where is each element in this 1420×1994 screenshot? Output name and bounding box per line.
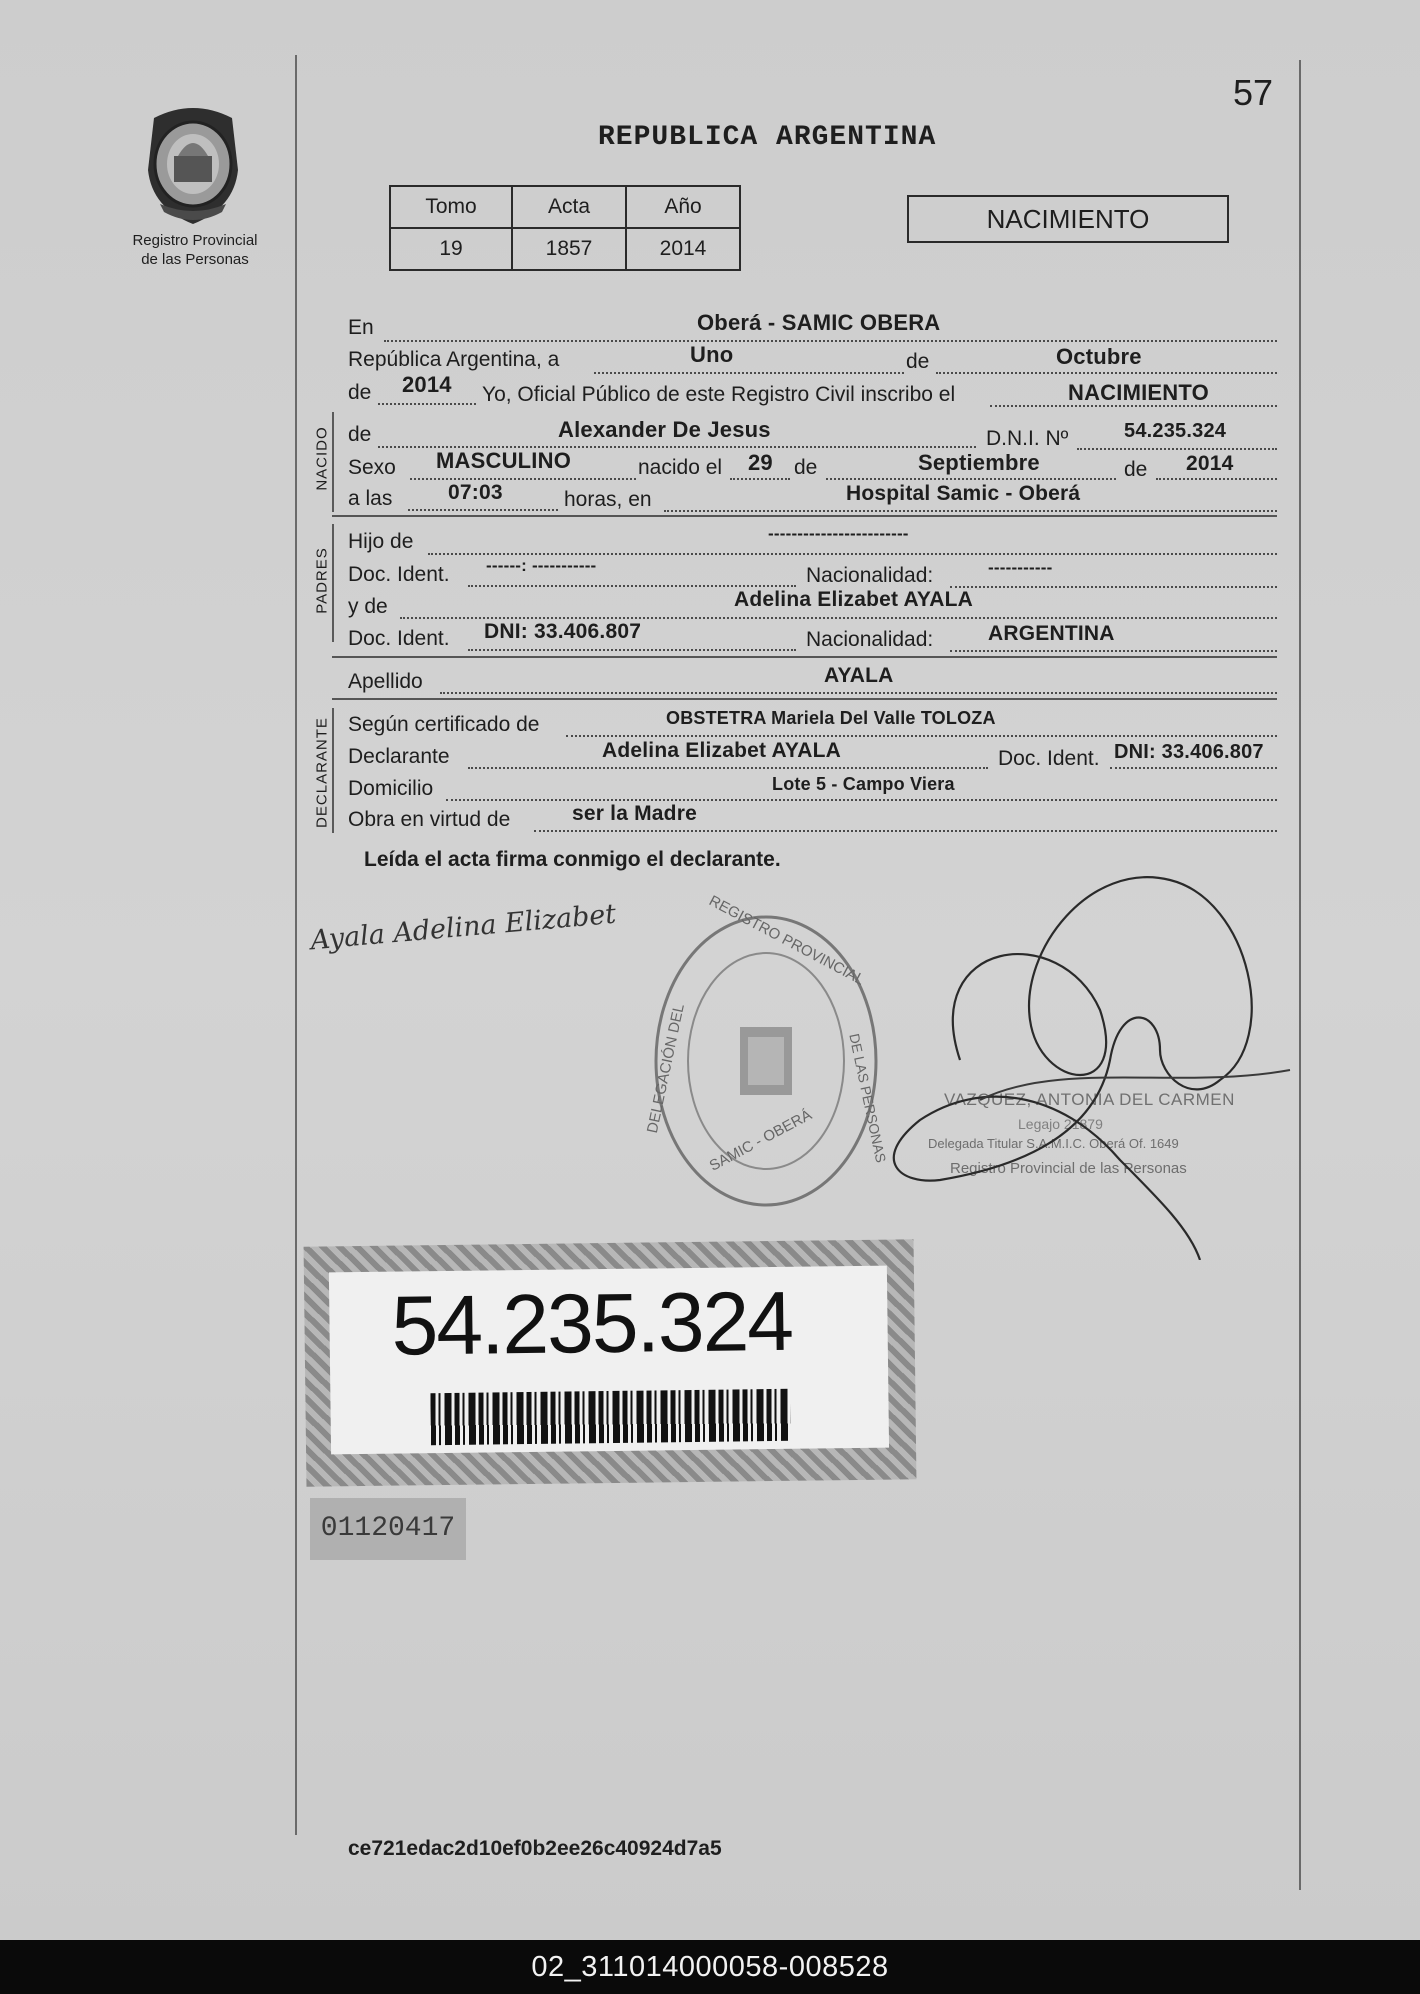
- table-value-anio: 2014: [626, 228, 740, 270]
- dotted-line: [408, 509, 558, 511]
- logo-caption-line1: Registro Provincial: [132, 232, 258, 249]
- inscribo-value: NACIMIENTO: [1068, 380, 1209, 405]
- stamp-ring-right: DE LAS PERSONAS: [846, 1032, 890, 1164]
- lugar-nacimiento-value: Hospital Samic - Oberá: [846, 482, 1081, 505]
- barcode-icon: [430, 1389, 791, 1445]
- official-legajo: Legajo 21879: [1018, 1116, 1103, 1132]
- de-label: de: [794, 456, 818, 479]
- segun-certificado-label: Según certificado de: [348, 713, 540, 736]
- nacionalidad-1-value: -----------: [988, 558, 1053, 577]
- de-label: de: [348, 381, 372, 404]
- dotted-line: [1156, 478, 1277, 480]
- province-seal-icon: [134, 100, 252, 228]
- padres-section-label: PADRES: [313, 547, 331, 614]
- dotted-line: [400, 617, 1277, 619]
- declarant-signature: Ayala Adelina Elizabet: [309, 898, 618, 957]
- official-role: Delegada Titular S.A.M.I.C. Oberá Of. 1649: [928, 1136, 1179, 1151]
- official-registry: Registro Provincial de las Personas: [950, 1160, 1187, 1177]
- dotted-line: [378, 403, 476, 405]
- footer-id: 02_311014000058-008528: [0, 1940, 1420, 1994]
- horas-en-label: horas, en: [564, 488, 652, 511]
- nacionalidad-2-label: Nacionalidad:: [806, 628, 934, 651]
- nacido-el-label: nacido el: [638, 456, 723, 479]
- padre-value: ------------------------: [768, 524, 909, 543]
- stamp-ring-left: DELEGACIÓN DEL: [643, 1002, 688, 1135]
- official-signature-icon: [860, 860, 1300, 1260]
- dotted-line: [566, 735, 1277, 737]
- dotted-line: [730, 478, 790, 480]
- anio-inscripcion-value: 2014: [402, 372, 452, 397]
- section-rule: [332, 698, 1277, 700]
- declarante-doc-value: DNI: 33.406.807: [1114, 741, 1264, 763]
- declarante-section-label: DECLARANTE: [313, 717, 331, 828]
- dotted-line: [428, 553, 1277, 555]
- dotted-line: [1077, 448, 1277, 450]
- document-type-box: NACIMIENTO: [907, 195, 1229, 243]
- nacido-bracket: [332, 412, 334, 512]
- anio-nacimiento-value: 2014: [1186, 452, 1234, 475]
- y-de-label: y de: [348, 595, 388, 618]
- record-table: [389, 185, 741, 271]
- padres-bracket: [332, 524, 334, 642]
- nacido-de-label: de: [348, 423, 372, 446]
- apellido-value: AYALA: [824, 664, 894, 687]
- stamp-center: SAMIC - OBERÁ: [706, 1106, 815, 1175]
- nacionalidad-1-label: Nacionalidad:: [806, 564, 934, 587]
- dotted-line: [468, 767, 988, 769]
- logo-caption-line2: de las Personas: [141, 251, 249, 268]
- apellido-label: Apellido: [348, 670, 423, 693]
- madre-value: Adelina Elizabet AYALA: [734, 588, 973, 611]
- sexo-value: MASCULINO: [436, 448, 572, 473]
- declarante-bracket: [332, 708, 334, 833]
- dotted-line: [826, 478, 1116, 480]
- document-title: REPUBLICA ARGENTINA: [598, 122, 937, 153]
- hora-value: 07:03: [448, 481, 503, 504]
- domicilio-value: Lote 5 - Campo Viera: [772, 774, 955, 794]
- closing-statement: Leída el acta firma conmigo el declarante.: [364, 848, 781, 871]
- barcode-inner-panel: [329, 1266, 889, 1455]
- oficial-text: Yo, Oficial Público de este Registro Civil inscribo el: [482, 383, 956, 406]
- declarante-value: Adelina Elizabet AYALA: [602, 739, 841, 762]
- mes-inscripcion-value: Octubre: [1056, 344, 1142, 369]
- dotted-line: [384, 340, 1277, 342]
- lugar-inscripcion-value: Oberá - SAMIC OBERA: [697, 310, 941, 335]
- dotted-line: [440, 692, 1277, 694]
- de-label: de: [1124, 458, 1148, 481]
- de-label: de: [906, 350, 930, 373]
- nombre-value: Alexander De Jesus: [558, 417, 771, 442]
- seal-emblem-icon: [652, 912, 880, 1210]
- hijo-de-label: Hijo de: [348, 530, 414, 553]
- nacido-section-label: NACIDO: [313, 426, 331, 491]
- left-margin-line: [295, 55, 297, 1835]
- doc-ident-1-label: Doc. Ident.: [348, 563, 450, 586]
- section-rule: [332, 515, 1277, 517]
- small-code: 01120417: [310, 1498, 466, 1560]
- declarante-doc-label: Doc. Ident.: [998, 747, 1100, 770]
- obra-en-virtud-label: Obra en virtud de: [348, 808, 511, 831]
- page-number: 57: [1233, 72, 1274, 113]
- dotted-line: [594, 372, 904, 374]
- table-value-acta: 1857: [512, 228, 626, 270]
- delegation-round-stamp: [643, 892, 890, 1210]
- mes-nacimiento-value: Septiembre: [918, 450, 1040, 475]
- dia-inscripcion-value: Uno: [690, 342, 734, 367]
- barcode-label: [304, 1239, 917, 1486]
- dotted-line: [664, 510, 1277, 512]
- dotted-line: [468, 649, 796, 651]
- table-value-tomo: 19: [390, 228, 512, 270]
- obra-value: ser la Madre: [572, 802, 697, 825]
- stamp-ring-top: REGISTRO PROVINCIAL: [706, 892, 868, 989]
- domicilio-label: Domicilio: [348, 777, 434, 800]
- table-header-anio: Año: [626, 186, 740, 228]
- dotted-line: [534, 830, 1277, 832]
- dotted-line: [446, 799, 1277, 801]
- doc-ident-2-label: Doc. Ident.: [348, 627, 450, 650]
- dni-label: D.N.I. Nº: [986, 427, 1069, 450]
- table-header-tomo: Tomo: [390, 186, 512, 228]
- dotted-line: [950, 586, 1277, 588]
- province-seal-logo: [134, 100, 252, 228]
- republica-label: República Argentina, a: [348, 348, 560, 371]
- dotted-line: [936, 372, 1277, 374]
- official-name: VAZQUEZ, ANTONIA DEL CARMEN: [944, 1090, 1235, 1109]
- document-hash: ce721edac2d10ef0b2ee26c40924d7a5: [348, 1837, 722, 1860]
- dia-nacimiento-value: 29: [748, 450, 773, 475]
- dni-value: 54.235.324: [1124, 420, 1227, 442]
- dotted-line: [410, 478, 636, 480]
- doc-ident-1-value: ------: -----------: [486, 556, 597, 575]
- nacionalidad-2-value: ARGENTINA: [988, 622, 1115, 645]
- table-header-acta: Acta: [512, 186, 626, 228]
- declarante-label: Declarante: [348, 745, 450, 768]
- en-label: En: [348, 316, 374, 339]
- a-las-label: a las: [348, 487, 393, 510]
- dotted-line: [1110, 767, 1277, 769]
- dotted-line: [468, 585, 796, 587]
- dotted-line: [950, 650, 1277, 652]
- sexo-label: Sexo: [348, 456, 396, 479]
- certificado-value: OBSTETRA Mariela Del Valle TOLOZA: [666, 708, 996, 728]
- section-rule: [332, 656, 1277, 658]
- barcode-number: 54.235.324: [390, 1273, 793, 1373]
- doc-ident-2-value: DNI: 33.406.807: [484, 620, 642, 643]
